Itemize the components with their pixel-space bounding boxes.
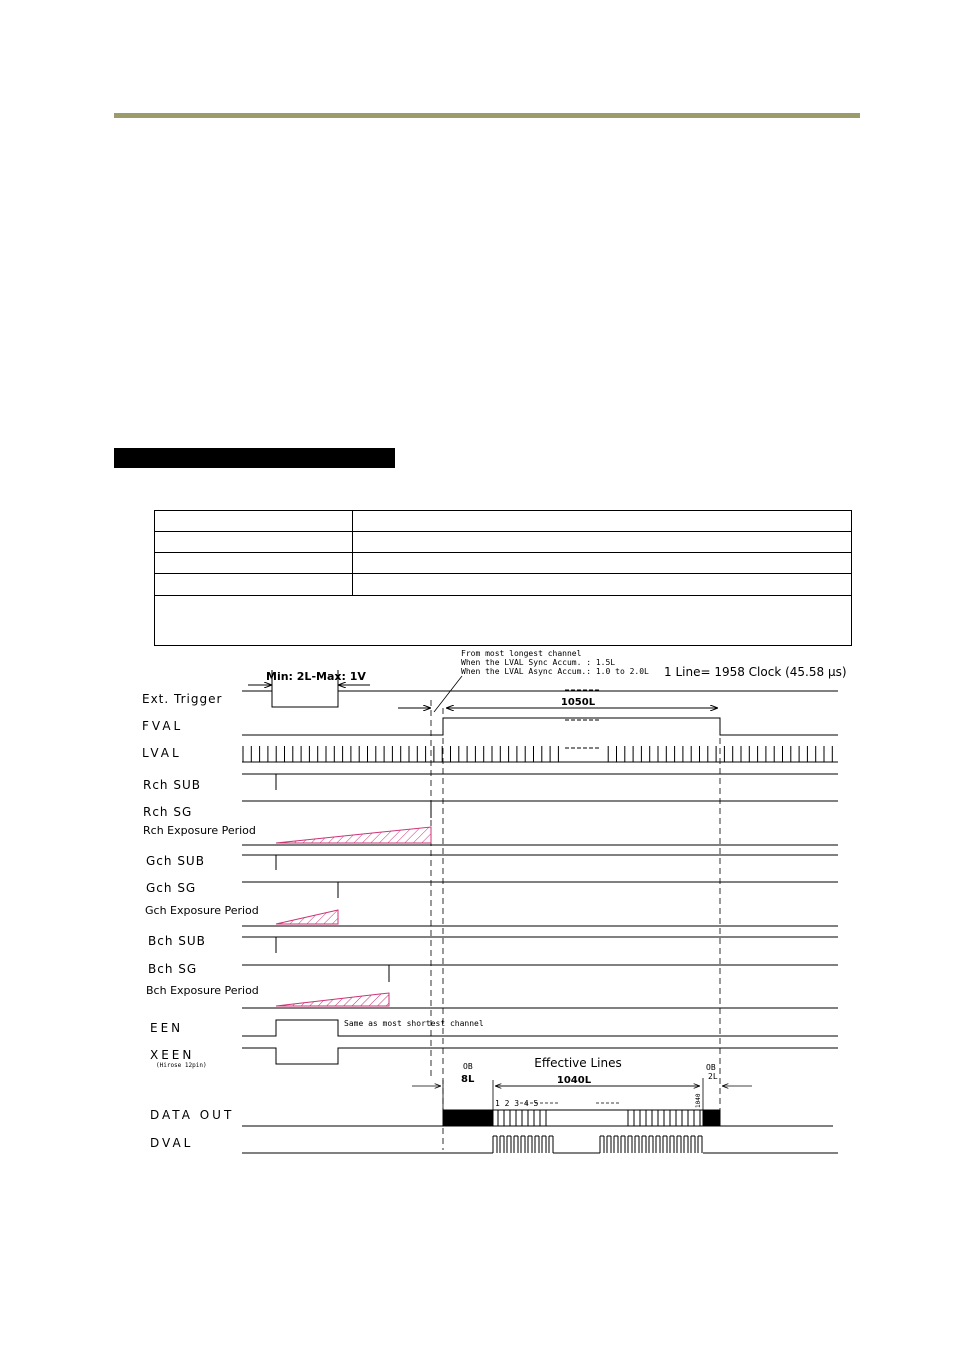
dval-wave	[242, 1136, 838, 1153]
ob-rear-count: 2L	[708, 1072, 718, 1081]
rch-sub-label: Rch SUB	[143, 778, 201, 792]
trigger-width-annotation	[248, 670, 370, 691]
lval-wave	[242, 746, 838, 762]
rch-exposure-label: Rch Exposure Period	[143, 824, 256, 837]
rch-sg-label: Rch SG	[143, 805, 193, 819]
ob-rear-top: OB	[706, 1063, 716, 1072]
rch-exposure-ramp	[276, 827, 431, 843]
note-line-1: From most longest channel	[461, 649, 582, 658]
longest-channel-note	[434, 649, 847, 712]
gch-sg-label: Gch SG	[146, 881, 197, 895]
gch-sub-label: Gch SUB	[146, 854, 205, 868]
effective-lines-text: Effective Lines	[534, 1056, 622, 1070]
dval-label: DVAL	[150, 1136, 194, 1150]
note-line-3: When the LVAL Async Accum.: 1.0 to 2.0L	[461, 667, 649, 676]
effective-count-text: 1040L	[556, 1075, 592, 1086]
bch-waves	[242, 937, 838, 1008]
line-clock-text: 1 Line= 1958 Clock (45.58 µs)	[664, 665, 847, 679]
een-note-text: Same as most shortest channel	[344, 1019, 484, 1028]
data-out-annotations	[412, 1056, 752, 1110]
data-out-label: DATA OUT	[150, 1108, 235, 1122]
signal-labels	[142, 692, 259, 1150]
trigger-width-text: Min: 2L-Max: 1V	[266, 670, 366, 683]
gch-exposure-label: Gch Exposure Period	[145, 904, 259, 917]
ext-trigger-label: Ext. Trigger	[142, 692, 223, 706]
line-numbers-text: 1 2 3 4 5	[495, 1099, 539, 1108]
fval-label: FVAL	[142, 719, 184, 733]
een-label: EEN	[150, 1021, 184, 1035]
ext-trigger-wave	[242, 691, 838, 707]
data-out-wave	[242, 1110, 833, 1126]
lval-label: LVAL	[142, 746, 182, 760]
tail-line-label: 1040	[695, 1093, 702, 1108]
ob-front-count: 8L	[461, 1074, 475, 1085]
rch-waves	[242, 774, 838, 845]
bch-exposure-ramp	[276, 993, 389, 1006]
bch-sg-label: Bch SG	[148, 962, 198, 976]
bch-sub-label: Bch SUB	[148, 934, 206, 948]
fval-lines-text: 1050L	[560, 697, 596, 708]
ob-front-top: OB	[463, 1062, 473, 1071]
xeen-label: XEEN	[150, 1048, 195, 1062]
bch-exposure-label: Bch Exposure Period	[146, 984, 259, 997]
fval-wave	[242, 708, 838, 735]
gch-exposure-ramp	[276, 910, 338, 924]
note-line-2: When the LVAL Sync Accum. : 1.5L	[461, 658, 616, 667]
xeen-sub-label: (Hirose 12pin)	[156, 1062, 207, 1069]
